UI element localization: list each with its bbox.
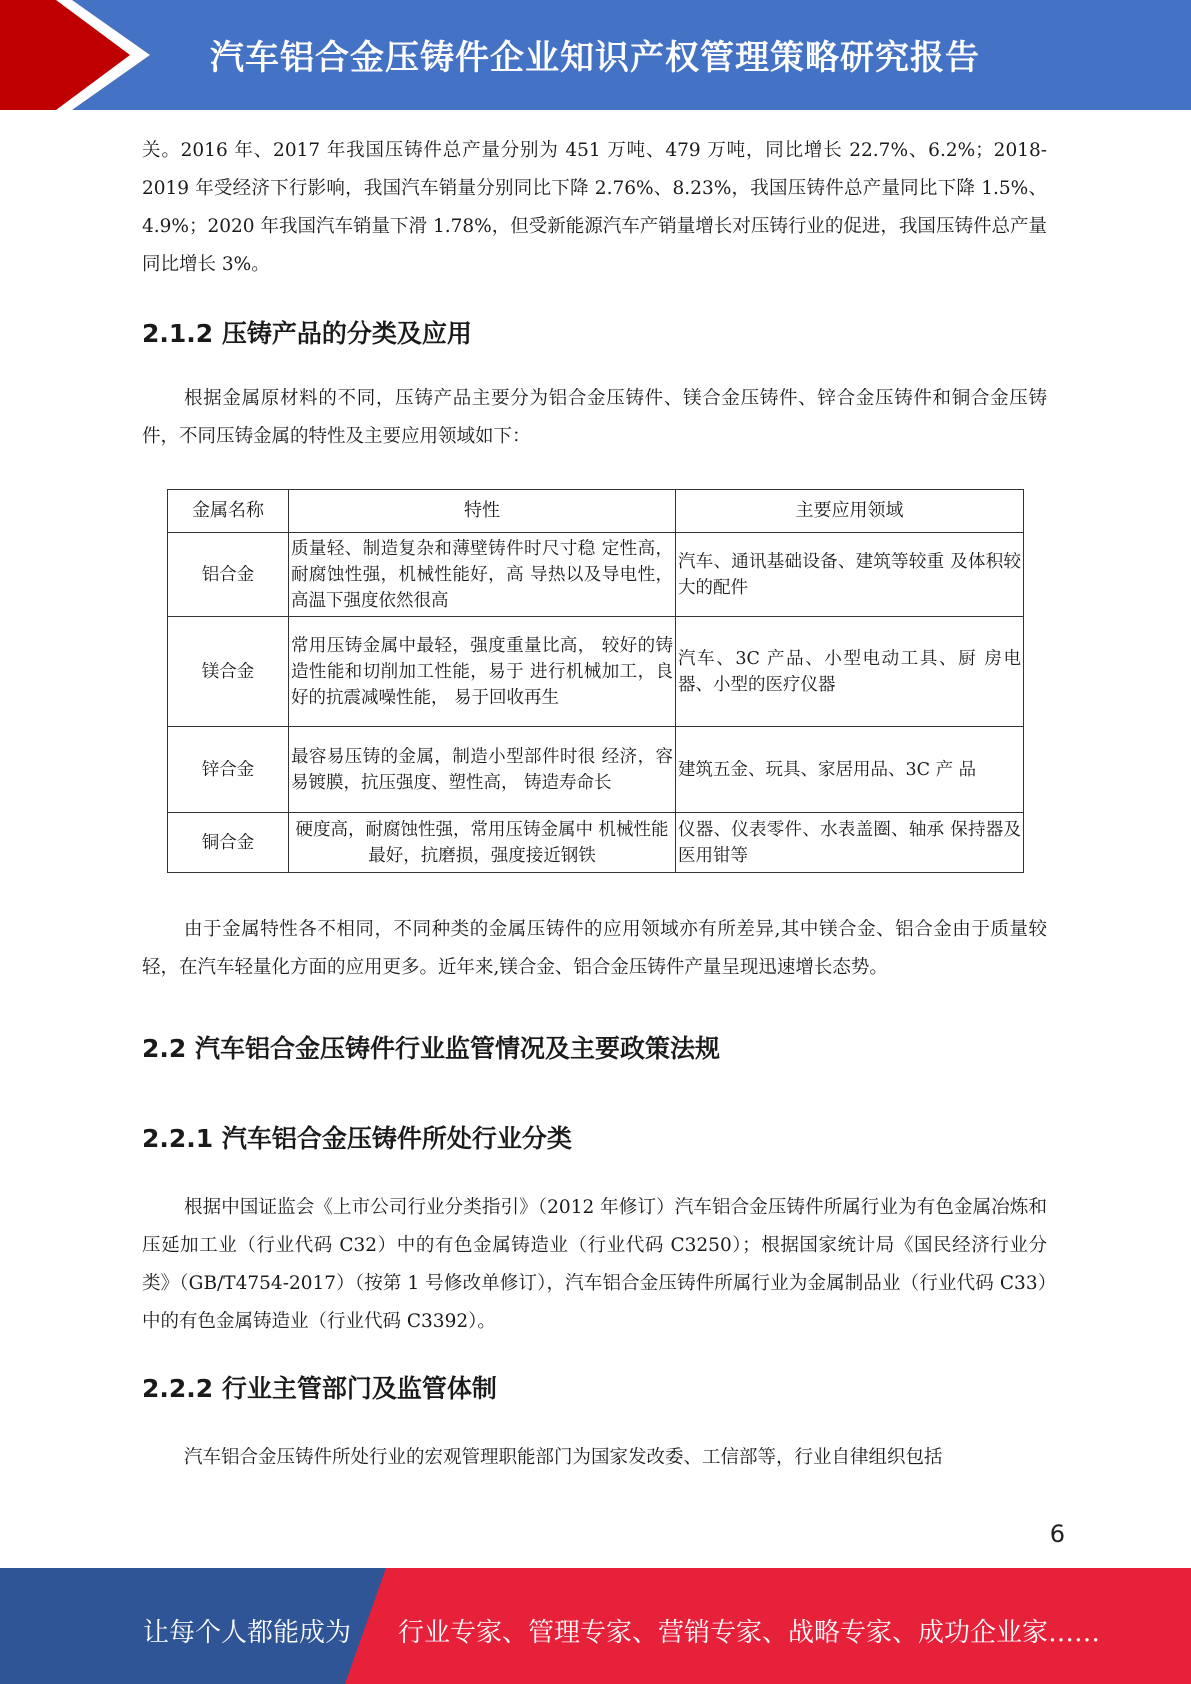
metal-name-cell: 镁合金: [168, 617, 289, 727]
application-cell: 仪器、仪表零件、水表盖圈、轴承 保持器及医用钳等: [676, 813, 1024, 873]
page-body: [142, 132, 1047, 456]
post-table-paragraph: 由于金属特性各不相同，不同种类的金属压铸件的应用领域亦有所差异,其中镁合金、铝合金由于质量较轻，在汽车轻量化方面的应用更多。近年来,镁合金、铝合金压铸件产量呈现迅速增长态势。: [142, 919, 1047, 978]
column-header-property: 特性: [289, 490, 676, 533]
application-cell: 汽车、通讯基础设备、建筑等较重 及体积较大的配件: [676, 533, 1024, 617]
property-cell: 最容易压铸的金属，制造小型部件时很 经济，容易镀膜，抗压强度、塑性高， 铸造寿命长: [289, 727, 676, 813]
property-cell: 硬度高，耐腐蚀性强，常用压铸金属中 机械性能最好，抗磨损，强度接近钢铁: [289, 813, 676, 873]
section-heading-2-2-2: 2.2.2 行业主管部门及监管体制: [142, 1374, 497, 1403]
property-cell: 质量轻、制造复杂和薄壁铸件时尺寸稳 定性高，耐腐蚀性强，机械性能好，高 导热以及导电性，高温下强度依然很高: [289, 533, 676, 617]
section-2-1-2-paragraph: 根据金属原材料的不同，压铸产品主要分为铝合金压铸件、镁合金压铸件、锌合金压铸件和铜合金压铸件，不同压铸金属的特性及主要应用领域如下：: [142, 388, 1047, 447]
metal-properties-table: [167, 489, 1024, 873]
column-header-metal-name: 金属名称: [168, 490, 289, 533]
footer-slogan-right: 行业专家、管理专家、营销专家、战略专家、成功企业家……: [398, 1618, 1101, 1648]
page-body-lower: [142, 911, 1047, 1477]
metal-name-cell: 铝合金: [168, 533, 289, 617]
table-row: [168, 727, 1024, 813]
page-number: 6: [1049, 1520, 1065, 1548]
metal-name-cell: 铜合金: [168, 813, 289, 873]
report-title: 汽车铝合金压铸件企业知识产权管理策略研究报告: [210, 38, 980, 78]
application-cell: 建筑五金、玩具、家居用品、3C 产 品: [676, 727, 1024, 813]
property-cell: 常用压铸金属中最轻，强度重量比高， 较好的铸造性能和切削加工性能，易于 进行机械加工，良好的抗震减噪性能， 易于回收再生: [289, 617, 676, 727]
footer-slogan-left: 让每个人都能成为: [143, 1618, 352, 1648]
table-row: [168, 813, 1024, 873]
metal-name-cell: 锌合金: [168, 727, 289, 813]
section-heading-2-2-1: 2.2.1 汽车铝合金压铸件所处行业分类: [142, 1124, 572, 1153]
intro-paragraph: 关。2016 年、2017 年我国压铸件总产量分别为 451 万吨、479 万吨，同比增长 22.7%、6.2%；2018-2019 年受经济下行影响，我国汽车销量分别同比下降 2.76%、8.23%，我国压铸件总产量同比下降 1.5%、4.9%；2020 年我国汽车销量下滑 1.78%，但受新能源汽车产销量增长对压铸行业的促进，我国压铸件总产量同比增长 3%。: [142, 140, 1047, 275]
column-header-application: 主要应用领域: [676, 490, 1024, 533]
table-row: [168, 533, 1024, 617]
table-row: [168, 617, 1024, 727]
section-2-2-2-paragraph: 汽车铝合金压铸件所处行业的宏观管理职能部门为国家发改委、工信部等，行业自律组织包括: [184, 1447, 943, 1468]
table-header-row: [168, 490, 1024, 533]
section-heading-2-1-2: 2.1.2 压铸产品的分类及应用: [142, 319, 472, 348]
section-heading-2-2: 2.2 汽车铝合金压铸件行业监管情况及主要政策法规: [142, 1034, 720, 1063]
application-cell: 汽车、3C 产品、小型电动工具、厨 房电器、小型的医疗仪器: [676, 617, 1024, 727]
section-2-2-1-paragraph: 根据中国证监会《上市公司行业分类指引》（2012 年修订）汽车铝合金压铸件所属行业为有色金属冶炼和压延加工业（行业代码 C32）中的有色金属铸造业（行业代码 C3250）；根据国家统计局《国民经济行业分类》（GB/T4754-2017）（按第 1 号修改单修订），汽车铝合金压铸件所属行业为金属制品业（行业代码 C33）中的有色金属铸造业（行业代码 C3392）。: [142, 1197, 1047, 1332]
